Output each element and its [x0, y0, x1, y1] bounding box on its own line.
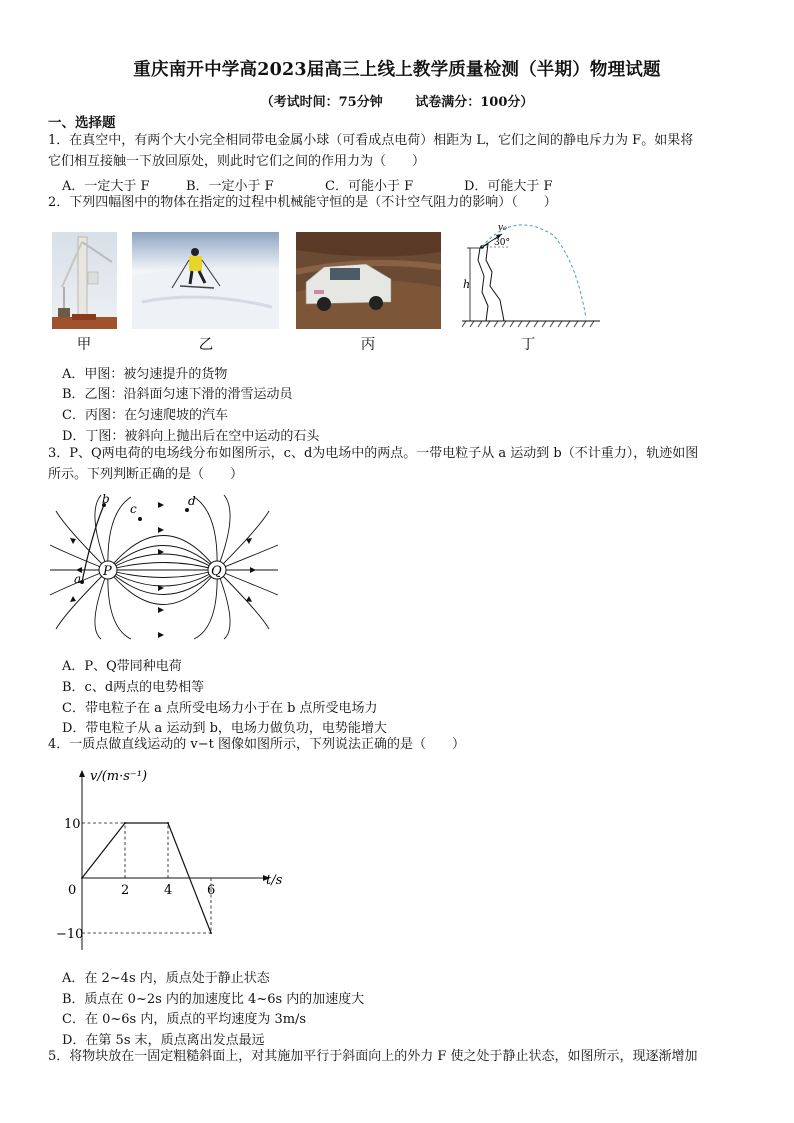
data-point-2 [167, 822, 169, 824]
y-tick-label-10: 10 [64, 817, 81, 832]
caption-jia: 甲 [76, 337, 92, 353]
car-photo [296, 232, 441, 329]
q4-option-a: A．在 2~4s 内，质点处于静止状态 [62, 971, 270, 986]
q1-line2: 它们相互接触一下放回原处，则此时它们之间的作用力为（ ） [48, 154, 426, 169]
q2-option-d: D．丁图：被斜向上抛出后在空中运动的石头 [62, 429, 320, 444]
label-P: P [103, 564, 112, 579]
x-tick-label-0: 0 [68, 883, 77, 898]
label-Q: Q [211, 564, 222, 579]
label-a: a [74, 572, 82, 586]
q3-option-b: B．c、d两点的电势相等 [62, 680, 205, 695]
label-v0: v₀ [498, 223, 507, 233]
x-tick-label-4: 4 [164, 883, 173, 898]
data-point-1 [124, 822, 126, 824]
label-h: h [463, 278, 471, 291]
data-point-0 [81, 877, 83, 879]
q4-stem: 4．一质点做直线运动的 v−t 图像如图所示，下列说法正确的是（ ） [48, 737, 465, 752]
q3-option-d: D．带电粒子从 a 运动到 b，电场力做负功，电势能增大 [62, 721, 387, 736]
q3-option-c: C．带电粒子在 a 点所受电场力小于在 b 点所受电场力 [62, 701, 378, 716]
q1-option-c: C．可能小于 F [325, 179, 414, 194]
y-axis-arrow [79, 770, 85, 777]
q2-option-b: B．乙图：沿斜面匀速下滑的滑雪运动员 [62, 387, 293, 402]
q3-line2: 所示。下列判断正确的是（ ） [48, 467, 244, 482]
q1-option-b: B．一定小于 F [186, 179, 274, 194]
q2-option-c: C．丙图：在匀速爬坡的汽车 [62, 408, 228, 423]
q2-option-a: A．甲图：被匀速提升的货物 [62, 367, 228, 382]
crane-photo [52, 232, 117, 329]
label-b: b [102, 493, 110, 506]
q5-line1: 5．将物块放在一固定粗糙斜面上，对其施加平行于斜面向上的外力 F 使之处于静止状态，如图所示，现逐渐增加 [48, 1049, 698, 1064]
label-c: c [130, 502, 137, 516]
caption-bing: 丙 [360, 337, 376, 353]
caption-yi: 乙 [198, 337, 214, 353]
q1-line1: 1．在真空中，有两个大小完全相同带电金属小球（可看成点电荷）相距为 L，它们之间的静电斥力为 F。如果将 [48, 133, 694, 148]
data-point-3 [210, 932, 212, 934]
skier-photo [132, 232, 279, 329]
q4-option-d: D．在第 5s 末，质点离出发点最远 [62, 1033, 265, 1048]
y-tick-label-neg10: −10 [56, 927, 84, 942]
x-tick-label-6: 6 [207, 883, 216, 898]
q4-option-c: C．在 0~6s 内，质点的平均速度为 3m/s [62, 1012, 307, 1027]
label-d: d [188, 494, 196, 508]
caption-ding: 丁 [520, 337, 536, 353]
label-angle: 30° [494, 238, 510, 248]
x-tick-label-2: 2 [121, 883, 130, 898]
q1-option-a: A．一定大于 F [62, 179, 150, 194]
q2-stem: 2．下列四幅图中的物体在指定的过程中机械能守恒的是（不计空气阻力的影响）（ ） [48, 195, 557, 210]
exam-time: （考试时间：75分钟 [260, 95, 383, 110]
vt-chart [56, 760, 296, 960]
exam-score: 试卷满分：100分） [415, 95, 534, 110]
q4-option-b: B．质点在 0~2s 内的加速度比 4~6s 内的加速度大 [62, 992, 365, 1007]
page-title: 重庆南开中学高2023届高三上线上教学质量检测（半期）物理试题 [133, 60, 661, 80]
x-axis-label: t/s [266, 873, 283, 888]
projectile-diagram [458, 220, 608, 332]
q1-option-d: D．可能大于 F [464, 179, 553, 194]
section-heading: 一、选择题 [48, 115, 116, 131]
electric-field-diagram [46, 493, 282, 641]
q3-option-a: A．P、Q带同种电荷 [62, 659, 182, 674]
y-axis-label: v/(m·s⁻¹) [90, 769, 148, 784]
exam-info [0, 91, 794, 110]
q3-line1: 3．P、Q两电荷的电场线分布如图所示，c、d为电场中的两点。一带电粒子从 a 运动到 b（不计重力），轨迹如图 [48, 446, 699, 461]
